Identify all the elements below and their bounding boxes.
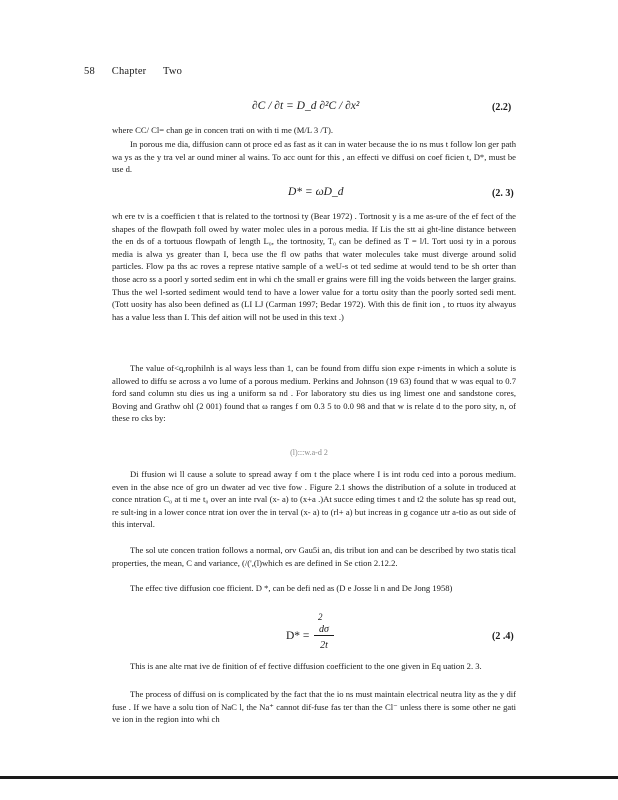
equation-2-2: ∂C / ∂t = D_d ∂²C / ∂x² [252, 100, 360, 112]
paragraph-7 [112, 660, 516, 673]
equation-2-3-number: (2. 3) [492, 188, 514, 199]
paragraph-2-text: wh ere tv is a coefficien t that is related to the tortnosi ty (Bear 1972) . Tortnosit y is a me as-ure of the ef fect of the shapes of the flowpath foll owed by water molec ules in a porous media. If Lis the stt ai ght-line distance between the en ds of a tortuous flowpath of length L₀, the tortnosity, T₀ can be defined as T = l/l. Tort uosi ty in a porous media is alwa ys greater than I, beca use the fl ow paths that water molecules take must diverge around solid particles. Flow pa ths ac roves a represe ntative sample of a weU-s ot ted sedime at would tend to be sh orter than those acro ss a poorl y sorted sedim ent in whi ch the small er grains were fill ing the voids between the larger grains. Thus the wel l-sorted sediment would tend to have a lower value for a tortu osity than the poorly sorted sedi ment. (Tott uosity has also been defined as (LI LJ (Carman 1997; Bedar 1972). With this de finit ion , to rtuos ity alwayus has a value less than I. This def aition will not be used in this text .) [112, 211, 516, 322]
equation-2-4-number: (2 .4) [492, 631, 514, 642]
small-formula: (l):::w.a-d 2 [290, 448, 328, 457]
paragraph-6 [112, 582, 516, 595]
paragraph-6-text: The effec tive diffusion coe fficient. D *, can be defi ned as (D e Josse li n and De Jong 1958) [130, 583, 453, 593]
page-header [84, 66, 196, 77]
where-line [112, 124, 516, 137]
paragraph-5-text: The sol ute concen tration follows a normal, orv Gau5i an, dis tribut ion and can be described by two statis tical properties, the mean, C and variance, (/(',(l)which es are defined in Se ction 2.12.2. [112, 545, 516, 568]
equation-2-2-number: (2.2) [492, 102, 512, 113]
paragraph-3 [112, 362, 516, 425]
chapter-label: Chapter [111, 66, 147, 77]
paragraph-8-text: The process of diffusi on is complicated by the fact that the io ns must maintain electrical neutra lity as the y dif fuse . If we have a solu tion of NaC l, the Na⁺ cannot dif-fuse fas ter than the Cl⁻ unless there is some other ne gati ve ion in the region into whi ch [112, 689, 516, 725]
paragraph-1 [112, 138, 516, 176]
paragraph-8 [112, 688, 516, 726]
chapter-name: Two [163, 66, 183, 77]
paragraph-4 [112, 468, 516, 531]
paragraph-5 [112, 544, 516, 569]
equation-2-4-lhs: D* = [286, 630, 310, 642]
paragraph-4-text: Di ffusion wi ll cause a solute to spread away f om t the place where I is int rodu ced into a porous medium. even in the abse nce of gro un dwater ad vec tive fow . Figure 2.1 shows the distribution of a solute in troduced at conce ntration C₀ at ti me t₀ over an inte rval (x- a) to (x+a .)At succe eding times t and t2 the solute has sp read out, re sult-ing in a lower conce ntrat ion over the in terval (x- a) to (rl+ a) but increas in g cogance utr a-tio as out side of this interval. [112, 469, 516, 530]
paragraph-2 [112, 210, 516, 323]
paragraph-3-text: The value of<q,rophilnh is al ways less than 1, can be found from diffu sion expe r-iments in which a solute is allowed to diffu se across a vo lume of a porous medium. Perkins and Johnson (19 63) found that w was equal to 0.7 ford sand column stu dies us ing a uniform sa nd . For laboratory stu dies us ing limest one and sandstone cores, Boving and Grathw ohl (2 001) found that ω ranges f om 0.3 5 to 0.0 98 and that w is relate d to the poro sity, n, of these ro cks by: [112, 363, 516, 424]
paragraph-1-text: In porous me dia, diffusion cann ot proce ed as fast as it can in water because the io ns mus t follow lon ger path wa ys as the y tra vel ar ound miner al wains. To acc ount for this , an effecti ve diffusi on coef ficien t, D*, must be use d. [112, 139, 516, 175]
equation-2-4-denominator: 2t [320, 640, 328, 651]
equation-2-4-numerator: dσ [314, 624, 334, 636]
paragraph-7-text: This is ane alte rnat ive de finition of ef fective diffusion coefficient to the one given in Eq uation 2. 3. [130, 661, 482, 671]
page-number: 58 [84, 66, 95, 77]
equation-2-3: D* = ωD_d [288, 186, 344, 198]
where-text: where CC/ Cl= chan ge in concen trati on with ti me (M/L 3 /T). [112, 125, 333, 135]
bottom-rule [0, 776, 618, 779]
equation-2-4-superscript: 2 [318, 612, 323, 622]
